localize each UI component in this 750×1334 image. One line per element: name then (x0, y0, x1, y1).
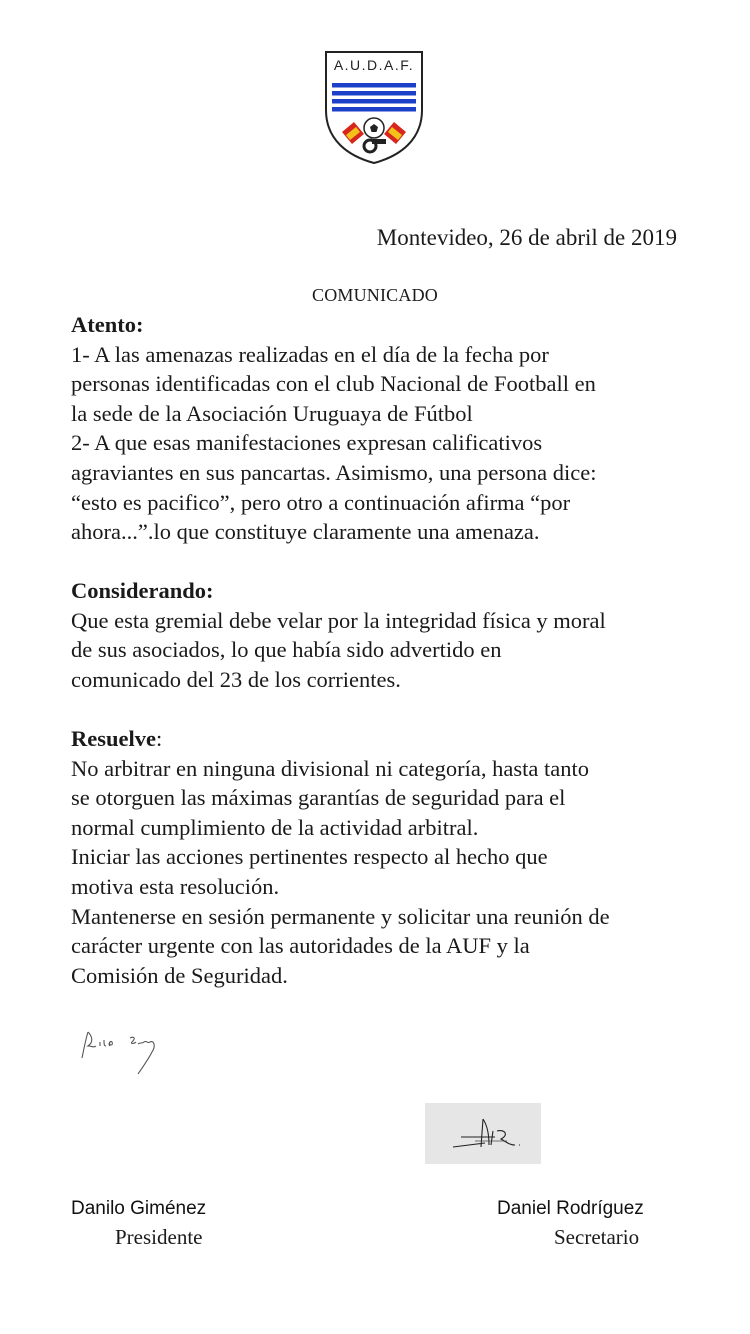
signature-president (78, 1028, 198, 1078)
paragraph-line: ahora...”.lo que constituye claramente una amenaza. (71, 519, 540, 545)
paragraph-line: Mantenerse en sesión permanente y solicitar una reunión de (71, 903, 610, 929)
paragraph-line: 1- A las amenazas realizadas en el día de la fecha por (71, 341, 549, 367)
paragraph-line: personas identificadas con el club Nacional de Football en (71, 371, 596, 397)
section-atento (71, 310, 711, 547)
signatory-name: Daniel Rodríguez (497, 1198, 644, 1219)
paragraph-line: normal cumplimiento de la actividad arbitral. (71, 814, 479, 840)
heading-colon: : (155, 726, 163, 751)
section-considerando (71, 576, 711, 694)
paragraph-line: Comisión de Seguridad. (71, 962, 288, 988)
section-heading: Atento: (71, 312, 144, 337)
paragraph-line: 2- A que esas manifestaciones expresan calificativos (71, 430, 543, 456)
soccer-ball-icon (364, 118, 384, 138)
paragraph-line: motiva esta resolución. (71, 873, 280, 899)
section-heading: Resuelve (71, 726, 156, 751)
paragraph-line: Que esta gremial debe velar por la integridad física y moral (71, 607, 606, 633)
paragraph-line: agraviantes en sus pancartas. Asimismo, una persona dice: (71, 459, 597, 485)
section-heading: Considerando: (71, 578, 214, 603)
paragraph-line: se otorguen las máximas garantías de seguridad para el (71, 785, 566, 811)
paragraph-line: Iniciar las acciones pertinentes respecto al hecho que (71, 844, 548, 870)
paragraph-line: carácter urgente con las autoridades de la AUF y la (71, 933, 530, 959)
paragraph-line: de sus asociados, lo que había sido advertido en (71, 637, 502, 663)
signature-secretary (425, 1103, 541, 1164)
signatory-role: Secretario (554, 1225, 640, 1249)
document-date: Montevideo, 26 de abril de 2019 (376, 225, 677, 250)
paragraph-line: “esto es pacifico”, pero otro a continuación afirma “por (71, 489, 571, 515)
document-title: COMUNICADO (311, 285, 438, 305)
paragraph-line: comunicado del 23 de los corrientes. (71, 666, 401, 692)
signature-secretary-box (425, 1103, 541, 1164)
paragraph-line: No arbitrar en ninguna divisional ni categoría, hasta tanto (71, 755, 589, 781)
logo-text: A.U.D.A.F. (333, 57, 415, 73)
section-heading-row (71, 724, 711, 754)
signatory-role: Presidente (115, 1225, 203, 1249)
signatory-name: Danilo Giménez (71, 1198, 207, 1219)
section-resuelve (71, 724, 711, 990)
audaf-logo (322, 48, 426, 166)
paragraph-line: la sede de la Asociación Uruguaya de Fútbol (71, 400, 473, 426)
